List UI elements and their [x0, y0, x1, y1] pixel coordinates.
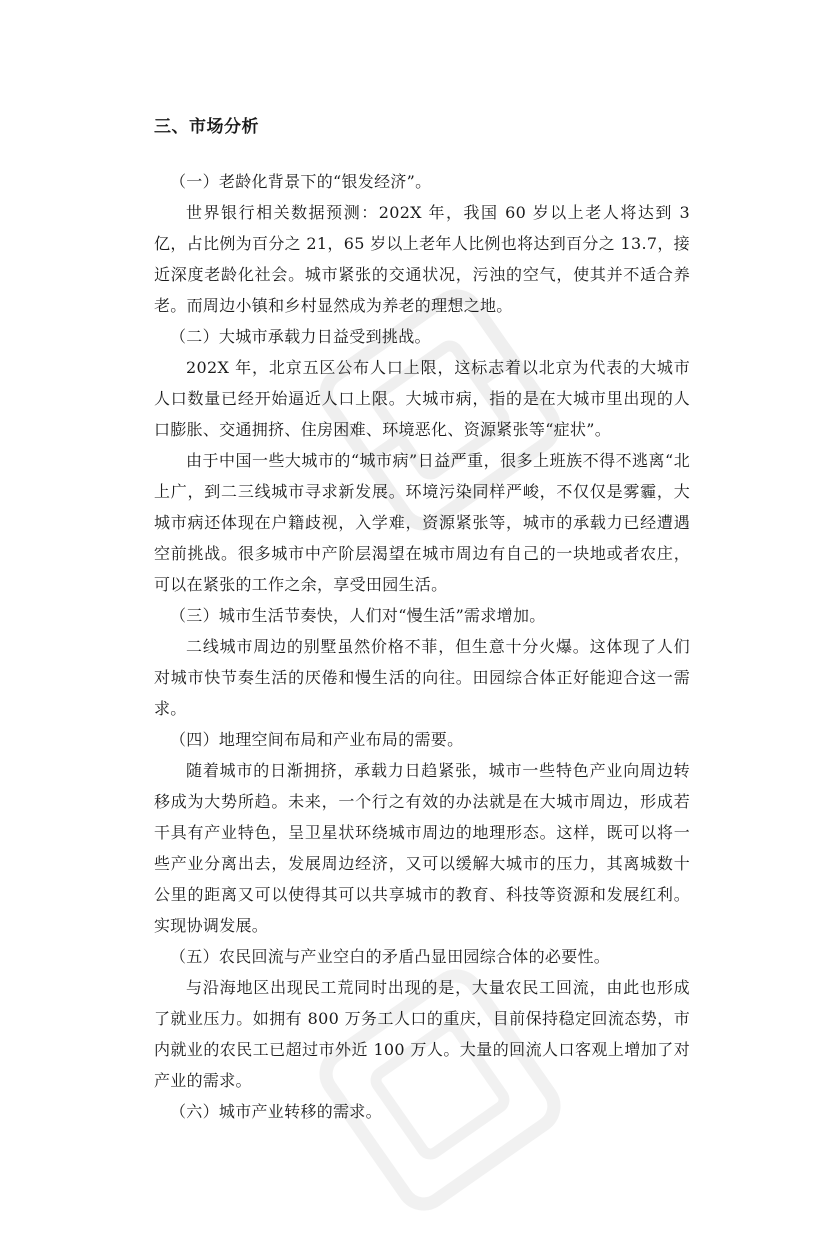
section-title: 三、市场分析: [154, 117, 259, 137]
subsection-heading: （六）城市产业转移的需求。: [170, 1102, 382, 1121]
subsection-heading: （三）城市生活节奏快，人们对“慢生活”需求增加。: [170, 606, 546, 625]
paragraph: 随着城市的日渐拥挤，承载力日趋紧张，城市一些特色产业向周边转移成为大势所趋。未来，一个行之有效的办法就是在大城市周边，形成若干具有产业特色，呈卫星状环绕城市周边的地理形态。这样，既可以将一些产业分离出去，发展周边经济，又可以缓解大城市的压力，其离城数十公里的距离又可以使得其可以共享城市的教育、科技等资源和发展红利。实现协调发展。: [154, 761, 690, 935]
subsection-heading: （五）农民回流与产业空白的矛盾凸显田园综合体的必要性。: [170, 947, 611, 966]
paragraph: 世界银行相关数据预测：202X 年，我国 60 岁以上老人将达到 3 亿，占比例为百分之 21，65 岁以上老年人比例也将达到百分之 13.7，接近深度老龄化社会。城市紧张的交通状况，污浊的空气，使其并不适合养老。而周边小镇和乡村显然成为养老的理想之地。: [154, 203, 690, 315]
paragraph: 与沿海地区出现民工荒同时出现的是，大量农民工回流，由此也形成了就业压力。如拥有 800 万务工人口的重庆，目前保持稳定回流态势，市内就业的农民工已超过市外近 100 万人。大量的回流人口客观上增加了对产业的需求。: [154, 978, 690, 1090]
paragraph-list: [154, 166, 690, 1127]
paragraph: 由于中国一些大城市的“城市病”日益严重，很多上班族不得不逃离“北上广，到二三线城市寻求新发展。环境污染同样严峻，不仅仅是雾霾，大城市病还体现在户籍歧视，入学难，资源紧张等，城市的承载力已经遭遇空前挑战。很多城市中产阶层渴望在城市周边有自己的一块地或者农庄，可以在紧张的工作之余，享受田园生活。: [154, 451, 690, 594]
paragraph: 二线城市周边的别墅虽然价格不菲，但生意十分火爆。这体现了人们对城市快节奏生活的厌倦和慢生活的向往。田园综合体正好能迎合这一需求。: [154, 637, 690, 718]
subsection-heading: （四）地理空间布局和产业布局的需要。: [170, 730, 464, 749]
paragraph: 202X 年，北京五区公布人口上限，这标志着以北京为代表的大城市人口数量已经开始逼近人口上限。大城市病，指的是在大城市里出现的人口膨胀、交通拥挤、住房困难、环境恶化、资源紧张等“症状”。: [154, 358, 690, 439]
subsection-heading: （一）老龄化背景下的“银发经济”。: [170, 172, 432, 191]
subsection-heading: （二）大城市承载力日益受到挑战。: [170, 327, 431, 346]
